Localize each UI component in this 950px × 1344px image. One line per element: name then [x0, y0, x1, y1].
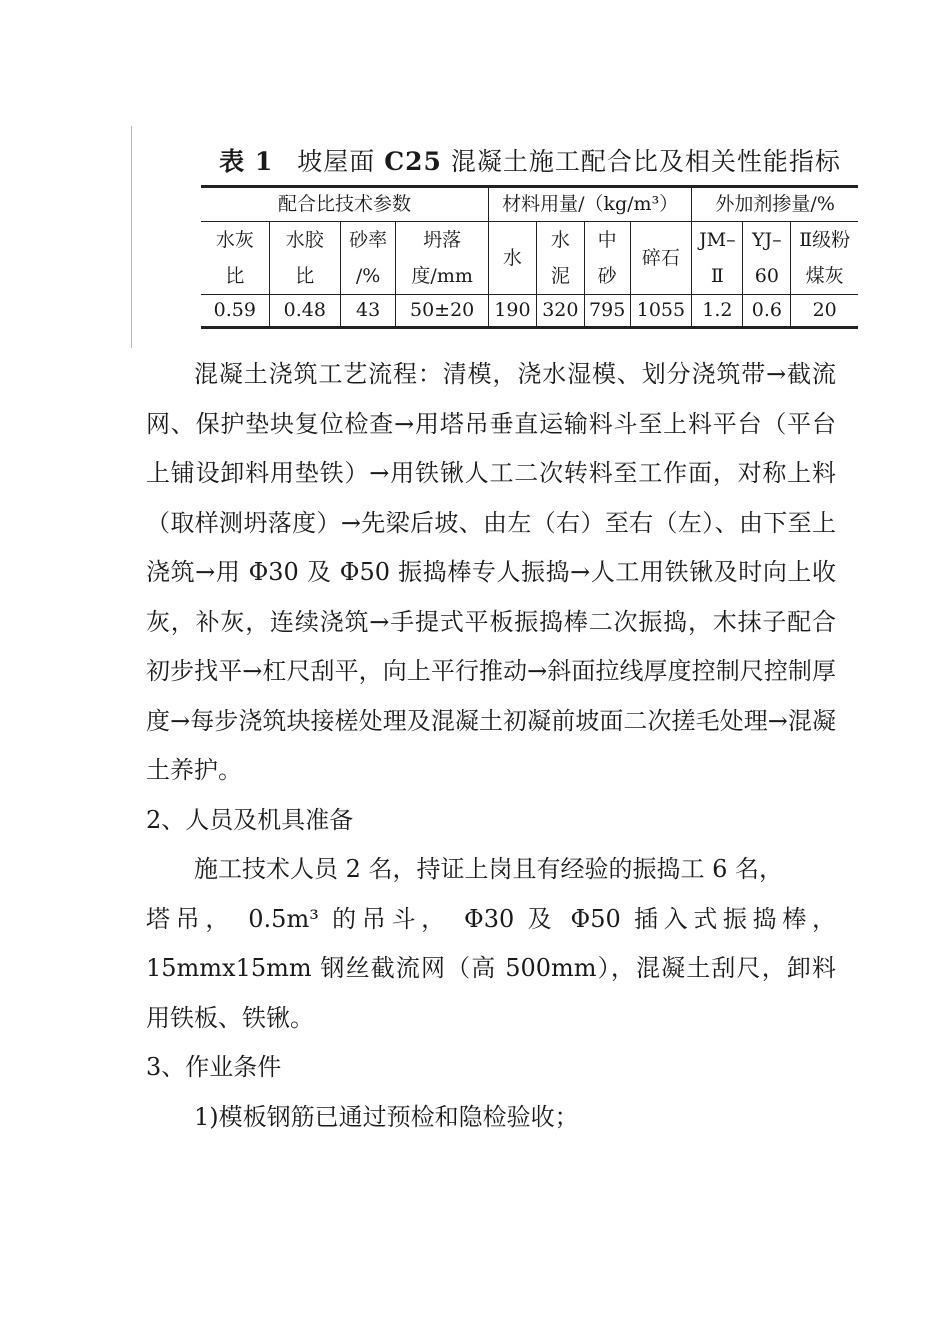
column-header-cell: 碎石 — [630, 222, 692, 295]
table-column-header-row — [201, 222, 858, 295]
value-cell: 1055 — [630, 295, 692, 328]
table-caption-prefix: 坡屋面 — [297, 147, 385, 176]
value-cell: 50±20 — [396, 295, 489, 328]
group-header-cell: 外加剂掺量/% — [692, 187, 858, 222]
mix-proportion-table — [201, 185, 858, 329]
section-heading-personnel: 2、人员及机具准备 — [146, 805, 354, 834]
margin-rule — [131, 126, 132, 348]
personnel-line: 施工技术人员 2 名，持证上岗且有经验的振捣工 6 名， — [194, 855, 784, 883]
column-header-cell: 水灰 比 — [201, 222, 269, 295]
column-header-cell: YJ– 60 — [743, 222, 791, 295]
column-header-cell: 水 — [488, 222, 536, 295]
equipment-line: 塔吊， 0.5m³ 的吊斗， Φ30 及 Φ50 插入式振捣棒， — [146, 904, 836, 933]
value-cell: 0.6 — [743, 295, 791, 328]
value-cell: 1.2 — [692, 295, 743, 328]
table-caption-grade: C25 — [384, 147, 442, 176]
process-paragraph: 混凝土浇筑工艺流程：清模，浇水湿模、划分浇筑带→截流网、保护垫块复位检查→用塔吊垂直运输料斗至上料平台（平台上铺设卸料用垫铁）→用铁锹人工二次转料至工作面，对称上料（取样测坍落度）→先梁后坡、由左（右）至右（左）、由下至上浇筑→用 Φ30 及 Φ50 振捣棒专人振捣→人工用铁锹及时向上收灰，补灰，连续浇筑→手提式平板振捣棒二次振捣，木抹子配合初步找平→杠尺刮平，向上平行推动→斜面拉线厚度控制尺控制厚度→每步浇筑块接槎处理及混凝土初凝前坡面二次搓毛处理→混凝土养护。 — [146, 360, 836, 784]
equipment-line: 15mmx15mm 钢丝截流网（高 500mm），混凝土刮尺，卸料用铁板、铁锹。 — [146, 954, 836, 1032]
condition-item: 1)模板钢筋已通过预检和隐检验收； — [194, 1102, 579, 1131]
column-header-cell: JM– Ⅱ — [692, 222, 743, 295]
table-group-header-row — [201, 187, 858, 222]
value-cell: 43 — [340, 295, 395, 328]
section-heading-conditions: 3、作业条件 — [146, 1053, 282, 1081]
table-caption-number: 表 1 — [219, 147, 274, 176]
column-header-cell: 水 泥 — [536, 222, 584, 295]
column-header-cell: 砂率 /% — [340, 222, 395, 295]
value-cell: 795 — [584, 295, 630, 328]
group-header-cell: 配合比技术参数 — [201, 187, 488, 222]
value-cell: 0.48 — [269, 295, 340, 328]
value-cell: 320 — [536, 295, 584, 328]
value-cell: 190 — [488, 295, 536, 328]
column-header-cell: 水胶 比 — [269, 222, 340, 295]
group-header-cell: 材料用量/（kg/m³） — [488, 187, 691, 222]
column-header-cell: 坍落 度/mm — [396, 222, 489, 295]
value-cell: 20 — [791, 295, 858, 328]
table-caption — [200, 142, 860, 178]
column-header-cell: Ⅱ级粉 煤灰 — [791, 222, 858, 295]
value-cell: 0.59 — [201, 295, 269, 328]
column-header-cell: 中 砂 — [584, 222, 630, 295]
table-caption-suffix: 混凝土施工配合比及相关性能指标 — [441, 147, 841, 176]
table-row — [201, 295, 858, 328]
document-body — [146, 350, 836, 1142]
